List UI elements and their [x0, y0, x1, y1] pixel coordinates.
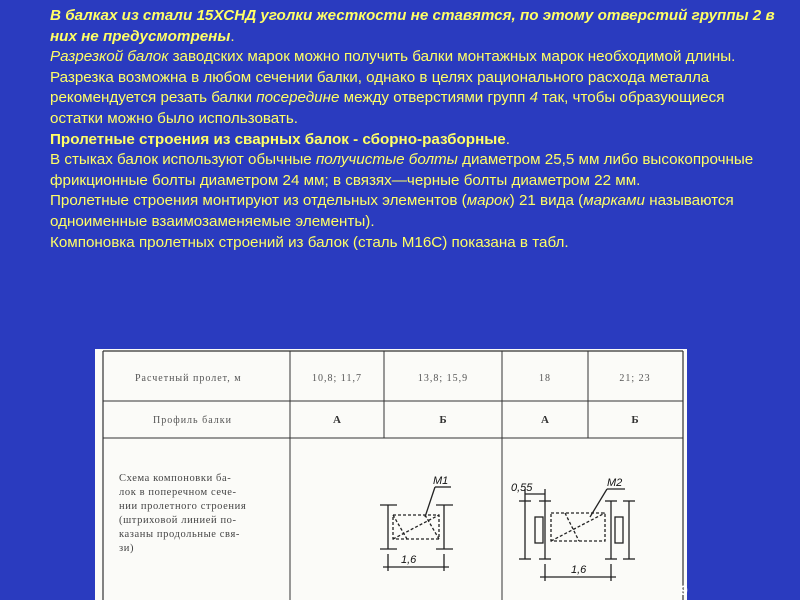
text-marks-a: Пролетные строения монтируют из отдельных элементов ( [50, 192, 467, 210]
row-span-label: Расчетный пролет, м [135, 373, 242, 384]
span-cell-1: 10,8; 11,7 [312, 373, 362, 384]
paragraph-cutting [50, 47, 780, 129]
scheme-desc-line-4: (штриховой линией по- [119, 515, 237, 526]
paragraph-steel [50, 6, 780, 47]
paragraph-spans [50, 130, 780, 151]
text-cutting-e: 4 [529, 89, 539, 107]
text-cutting-b: заводских марок можно получить балки монтажных марок необходимой длины. Разрезка возможна в любом сечении балки, однако в целях рационального расхода металла рекомендуется резать балки [50, 48, 736, 107]
text-layout: Компоновка пролетных строений из балок (сталь М16С) показана в табл. [50, 233, 569, 251]
text-marks-b: марок [466, 192, 510, 210]
text-bolts-a: В стыках балок используют обычные [50, 151, 316, 169]
dim-right-label: 1,6 [571, 564, 587, 576]
slide-text [50, 6, 780, 253]
text-spans-end: . [505, 130, 510, 148]
text-steel-end: . [230, 27, 235, 45]
scheme-desc-line-3: нии пролетного строения [119, 501, 247, 512]
text-cutting-c: посередине [256, 89, 340, 107]
text-bolts-b: получистые болты [315, 151, 458, 169]
composition-table [95, 349, 687, 600]
scheme-desc-line-2: лок в поперечном сече- [119, 487, 237, 498]
text-marks-c: ) 21 вида ( [509, 192, 584, 210]
profile-cell-4: Б [631, 414, 639, 426]
span-cell-2: 13,8; 15,9 [417, 373, 469, 384]
text-cutting-d: между отверстиями групп [339, 89, 530, 107]
profile-cell-2: Б [439, 414, 447, 426]
text-cutting-f: так, чтобы образующиеся остатки можно было использовать. [50, 89, 725, 127]
span-cell-4: 21; 23 [619, 373, 651, 384]
mark-m2-label: М2 [607, 477, 623, 489]
text-marks-e: называются одноименные взаимозаменяемые элементы). [50, 192, 734, 230]
dim-055-label: 0,55 [511, 482, 533, 494]
page-number: 9 [680, 582, 688, 598]
span-cell-3: 18 [539, 373, 551, 384]
dim-left-label: 1,6 [401, 554, 417, 566]
scheme-m1-drawing [380, 487, 453, 571]
paragraph-marks [50, 191, 780, 232]
paragraph-layout [50, 233, 780, 254]
row-profile-label: Профиль балки [153, 415, 232, 426]
paragraph-bolts [50, 150, 780, 191]
mark-m1-label: М1 [433, 475, 449, 487]
text-cutting-a: Разрезкой балок [50, 48, 169, 66]
text-bolts-c: диаметром 25,5 мм либо высокопрочные фрикционные болты диаметром 24 мм; в связях—черные болты диаметром 22 мм. [50, 151, 754, 189]
text-steel: В балках из стали 15ХСНД уголки жесткости не ставятся, по этому отверстий группы 2 в них не предусмотрены [50, 7, 775, 45]
text-spans-heading: Пролетные строения из сварных балок - сборно-разборные [50, 130, 506, 148]
scheme-desc-line-5: казаны продольные свя- [119, 529, 240, 540]
scheme-desc-line-6: зи) [119, 543, 135, 554]
text-marks-d: марками [583, 192, 645, 210]
scheme-desc-line-1: Схема компоновки ба- [119, 473, 232, 484]
profile-cell-1: А [333, 414, 341, 426]
profile-cell-3: А [541, 414, 549, 426]
composition-table-svg [95, 349, 687, 600]
